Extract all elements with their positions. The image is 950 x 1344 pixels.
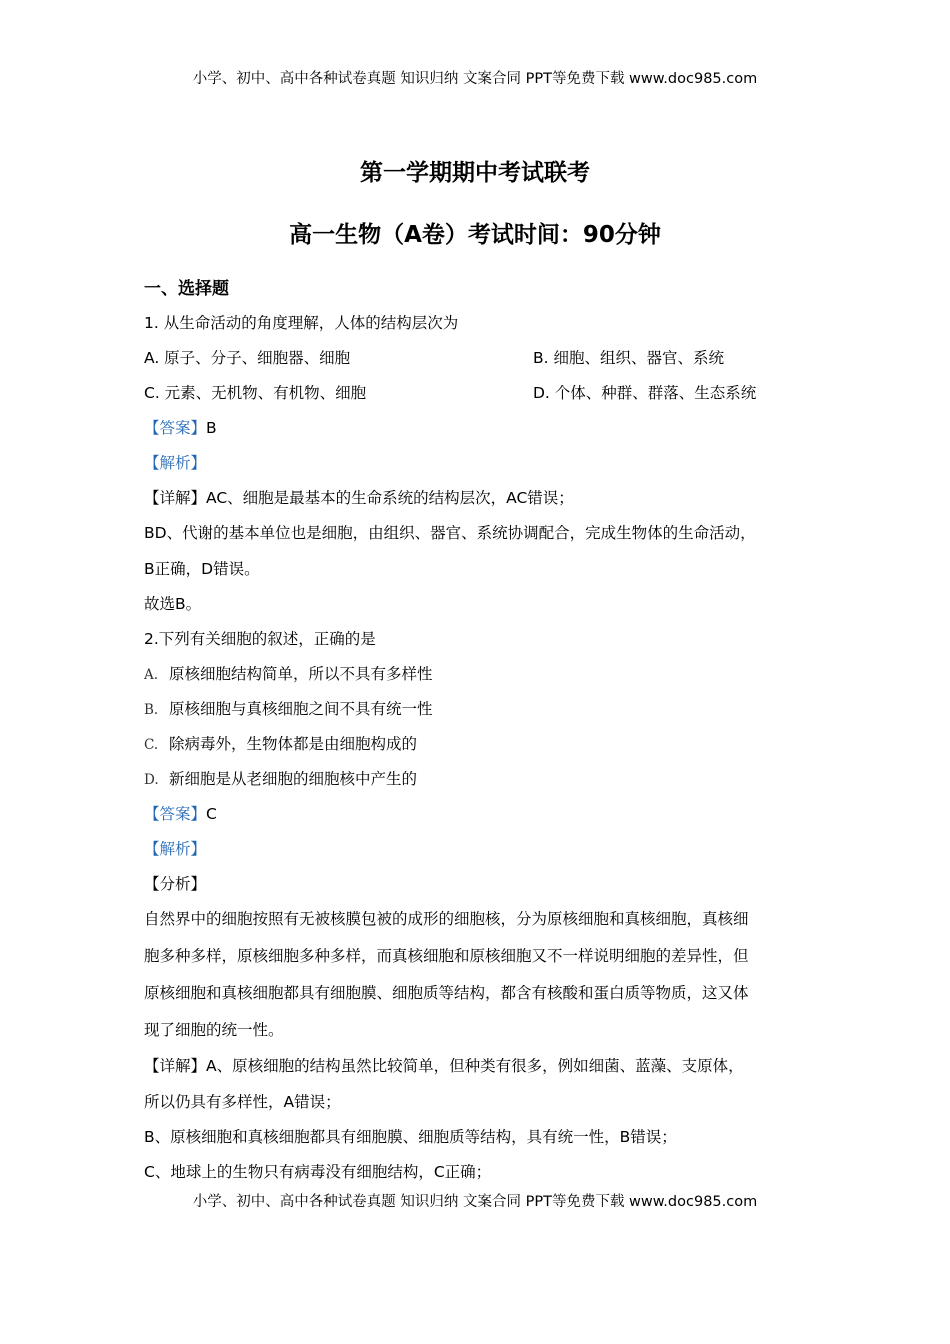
option-text: 原核细胞结构简单，所以不具有多样性 xyxy=(169,665,433,683)
q2-detail-2: 所以仍具有多样性，A错误； xyxy=(144,1093,341,1111)
q2-option-b xyxy=(144,697,433,719)
option-text: 新细胞是从老细胞的细胞核中产生的 xyxy=(169,770,418,788)
answer-label: 【答案】 xyxy=(144,805,207,823)
q1-analysis-label: 【解析】 xyxy=(144,454,207,472)
option-letter: B. xyxy=(144,702,159,718)
option-text: 除病毒外，生物体都是由细胞构成的 xyxy=(169,735,418,753)
q2-paragraph-2: 胞多种多样，原核细胞多种多样，而真核细胞和原核细胞又不一样说明细胞的差异性，但 xyxy=(144,947,749,965)
q1-option-b: B. 细胞、组织、器官、系统 xyxy=(533,349,724,367)
q2-detail-4: C、地球上的生物只有病毒没有细胞结构，C正确； xyxy=(144,1163,492,1181)
q1-conclusion: 故选B。 xyxy=(144,595,202,613)
page-header: 小学、初中、高中各种试卷真题 知识归纳 文案合同 PPT等免费下载 www.doc985.com xyxy=(192,71,758,87)
answer-value: C xyxy=(206,805,217,823)
q2-paragraph-1: 自然界中的细胞按照有无被核膜包被的成形的细胞核，分为原核细胞和真核细胞，真核细 xyxy=(144,910,749,928)
q2-paragraph-3: 原核细胞和真核细胞都具有细胞膜、细胞质等结构，都含有核酸和蛋白质等物质，这又体 xyxy=(144,984,749,1002)
q2-option-a xyxy=(144,662,433,684)
q1-option-c: C. 元素、无机物、有机物、细胞 xyxy=(144,384,367,402)
q1-detail-2: BD、代谢的基本单位也是细胞，由组织、器官、系统协调配合，完成生物体的生命活动， xyxy=(144,524,756,542)
exam-title: 第一学期期中考试联考 xyxy=(360,160,590,186)
q1-detail-3: B正确，D错误。 xyxy=(144,560,260,578)
q2-option-c xyxy=(144,732,417,754)
q1-answer xyxy=(144,416,217,438)
q2-detail-1: 【详解】A、原核细胞的结构虽然比较简单，但种类有很多，例如细菌、蓝藻、支原体， xyxy=(144,1057,744,1075)
q1-option-a: A. 原子、分子、细胞器、细胞 xyxy=(144,349,351,367)
option-text: 原核细胞与真核细胞之间不具有统一性 xyxy=(169,700,433,718)
section-heading: 一、选择题 xyxy=(144,279,229,299)
answer-label: 【答案】 xyxy=(144,419,207,437)
option-letter: D. xyxy=(144,772,159,788)
q2-answer xyxy=(144,802,217,824)
q2-option-d xyxy=(144,767,417,789)
page-footer: 小学、初中、高中各种试卷真题 知识归纳 文案合同 PPT等免费下载 www.doc985.com xyxy=(192,1194,758,1210)
q2-detail-3: B、原核细胞和真核细胞都具有细胞膜、细胞质等结构，具有统一性，B错误； xyxy=(144,1128,677,1146)
exam-subtitle: 高一生物（A卷）考试时间：90分钟 xyxy=(289,222,661,248)
answer-value: B xyxy=(206,419,217,437)
q1-detail-1: 【详解】AC、细胞是最基本的生命系统的结构层次，AC错误； xyxy=(144,489,574,507)
q1-option-d: D. 个体、种群、群落、生态系统 xyxy=(533,384,757,402)
q1-stem: 1. 从生命活动的角度理解，人体的结构层次为 xyxy=(144,314,459,332)
q2-analysis-label: 【解析】 xyxy=(144,840,207,858)
q2-stem: 2.下列有关细胞的叙述，正确的是 xyxy=(144,630,376,648)
option-letter: A. xyxy=(144,667,159,683)
q2-paragraph-4: 现了细胞的统一性。 xyxy=(144,1021,284,1039)
q2-fenxi-label: 【分析】 xyxy=(144,875,207,893)
option-letter: C. xyxy=(144,737,159,753)
